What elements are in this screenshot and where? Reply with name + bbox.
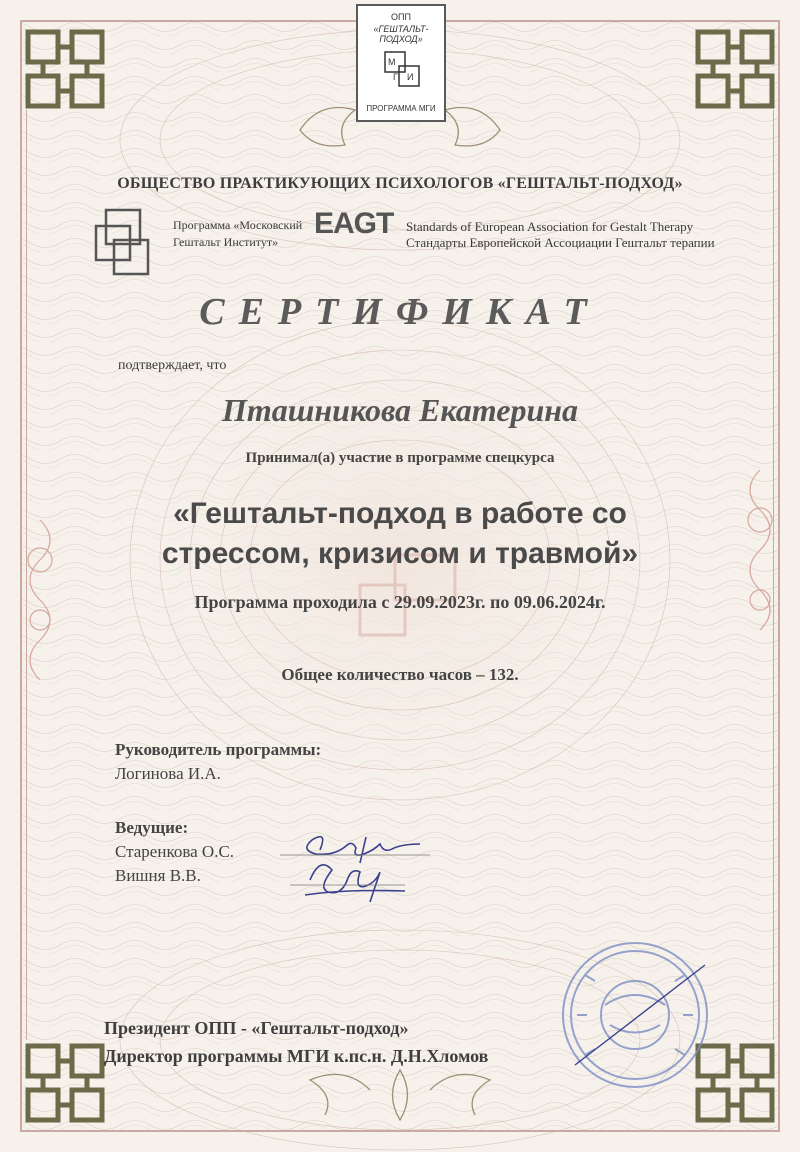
logo-letter-i: И [407,72,414,82]
mgi-logo-icon [383,50,421,88]
standards-english: Standards of European Association for Gestalt Therapy [406,219,694,234]
total-hours: Общее количество часов – 132. [281,665,519,684]
corner-ornament-top-left [22,26,108,112]
organization-title: ОБЩЕСТВО ПРАКТИКУЮЩИХ ПСИХОЛОГОВ «ГЕШТАЛЬТ-ПОДХОД» [117,175,683,192]
eagt-logo: EAGT [314,207,394,240]
program-period: Программа проходила с 29.09.2023г. по 09.06.2024г. [194,592,606,612]
logo-letter-g: Г [393,72,398,82]
corner-ornament-top-right [692,26,778,112]
leaders-label: Ведущие: [115,818,189,837]
corner-ornament-bottom-left [22,1040,108,1126]
president-line: Президент ОПП - «Гештальт-подход» [104,1018,409,1038]
header-box-line3: ПРОГРАММА МГИ [366,104,436,113]
logo-letter-m: М [388,57,396,67]
header-box-line2: «ГЕШТАЛЬТ-ПОДХОД» [373,24,429,44]
program-line2: Гештальт Институт» [173,235,279,249]
official-stamp-icon [555,935,715,1095]
opp-header-logo-box [356,4,446,122]
program-head-label: Руководитель программы: [115,740,322,759]
participation-text: Принимал(а) участие в программе спецкурса [245,450,555,466]
standards-russian: Стандарты Европейской Ассоциации Гештальт терапии [406,235,715,250]
border-right-inner [773,110,774,1040]
course-title-line2: стрессом, кризисом и травмой» [161,537,639,570]
leader-signatures [280,825,430,910]
border-bottom [20,1130,780,1132]
gestalt-institute-logo-icon [92,206,158,280]
recipient-name: Пташникова Екатерина [221,392,579,428]
leader-name: Старенкова О.С. [115,842,235,861]
confirms-text: подтверждает, что [118,358,227,373]
director-line: Директор программы МГИ к.пс.н. Д.Н.Хломов [104,1046,489,1066]
course-title-line1: «Гештальт-подход в работе со [173,497,627,530]
border-left-inner [26,110,27,1040]
leader-name: Вишня В.В. [115,866,201,885]
program-line1: Программа «Московский [173,218,303,232]
header-box-line1: ОПП [391,12,411,22]
certificate-title: СЕРТИФИКАТ [199,291,601,333]
program-head-name: Логинова И.А. [115,764,221,783]
